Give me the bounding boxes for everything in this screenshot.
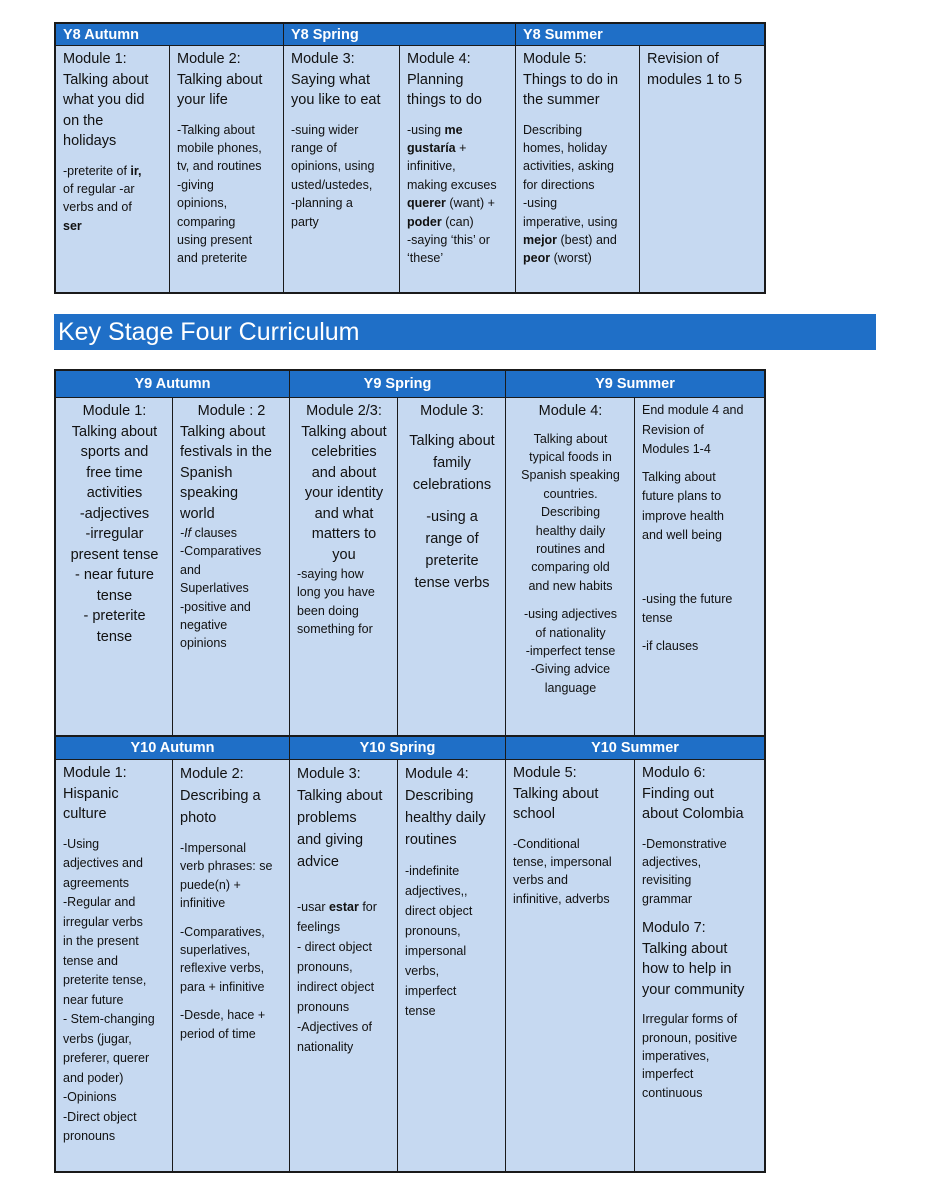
y8-revision: Revision of modules 1 to 5: [647, 51, 743, 88]
y10-module-5: Module 5: Talking about school -Conditional tense, impersonal verbs and infinitive, adverbs: [506, 760, 635, 1171]
y8-module-5: Module 5: Things to do in the summer Describing homes, holiday activities, asking for directions -using imperative, using mejor (best) and peor (worst): [516, 46, 640, 292]
y10-curriculum-table: [54, 737, 766, 1173]
y10-module-4: Module 4: Describing healthy daily routines -indefinite adjectives,, direct object pronouns, impersonal verbs, imperfect tense: [398, 760, 506, 1171]
y8-module-2: Module 2: Talking about your life -Talking about mobile phones, tv, and routines -giving opinions, comparing using present and preterite: [170, 46, 284, 292]
y8-module-1: Module 1: Talking about what you did on the holidays -preterite of ir, of regular -ar verbs and of ser: [56, 46, 170, 292]
y9-module-3: Module 3: Talking about family celebrations -using a range of preterite tense verbs: [398, 398, 506, 735]
y9-module-2: Module : 2 Talking about festivals in the Spanish speaking world -If clauses -Comparatives and Superlatives -positive and negative opinions: [173, 398, 290, 735]
y10-module-3: Module 3: Talking about problems and giving advice -usar estar for feelings - direct object pronouns, indirect object pronouns -Adjectives of nationality: [290, 760, 398, 1171]
y9-module-2-3: Module 2/3: Talking about celebrities and about your identity and what matters to you -saying how long you have been doing something for: [290, 398, 398, 735]
header-y9-summer: Y9 Summer: [506, 371, 764, 398]
y9-end-module-4: End module 4 and Revision of Modules 1-4 Talking about future plans to improve health and well being -using the future tense -if clauses: [642, 403, 744, 653]
y9-module-4: Module 4: Talking about typical foods in Spanish speaking countries. Describing healthy daily routines and comparing old and new habits -using adjectives of nationality -imperfect tense -Giving advice language: [506, 398, 635, 735]
header-y8-spring: Y8 Spring: [284, 24, 516, 46]
header-y8-autumn: Y8 Autumn: [56, 24, 284, 46]
header-y8-summer: Y8 Summer: [516, 24, 764, 46]
header-y9-spring: Y9 Spring: [290, 371, 506, 398]
y9-curriculum-table: [54, 369, 766, 737]
header-y10-summer: Y10 Summer: [506, 737, 764, 760]
section-banner: Key Stage Four Curriculum: [54, 314, 876, 350]
header-y10-autumn: Y10 Autumn: [56, 737, 290, 760]
y9-module-1: Module 1: Talking about sports and free time activities -adjectives -irregular present tense - near future tense - preterite tense: [56, 398, 173, 735]
header-y9-autumn: Y9 Autumn: [56, 371, 290, 398]
y8-module-4: Module 4: Planning things to do -using me gustaría + infinitive, making excuses querer (want) + poder (can) -saying ‘this’ or ‘these’: [400, 46, 516, 292]
y10-modules-6-7: Modulo 6: Finding out about Colombia -Demonstrative adjectives, revisiting grammar Modulo 7: Talking about how to help in your community Irregular forms of pronoun, positive imperatives, imperfect continuous: [642, 765, 745, 1100]
y10-module-2: Module 2: Describing a photo -Impersonal verb phrases: se puede(n) + infinitive -Comparatives, superlatives, reflexive verbs, para + infinitive -Desde, hace + period of time: [173, 760, 290, 1171]
header-y10-spring: Y10 Spring: [290, 737, 506, 760]
y8-curriculum-table: [54, 22, 766, 294]
y10-module-1: Module 1: Hispanic culture -Using adjectives and agreements -Regular and irregular verbs in the present tense and preterite tense, near future - Stem-changing verbs (jugar, preferer, querer and poder) -Opinions -Direct object pronouns: [56, 760, 173, 1171]
y8-module-3: Module 3: Saying what you like to eat -suing wider range of opinions, using usted/ustedes, -planning a party: [284, 46, 400, 292]
